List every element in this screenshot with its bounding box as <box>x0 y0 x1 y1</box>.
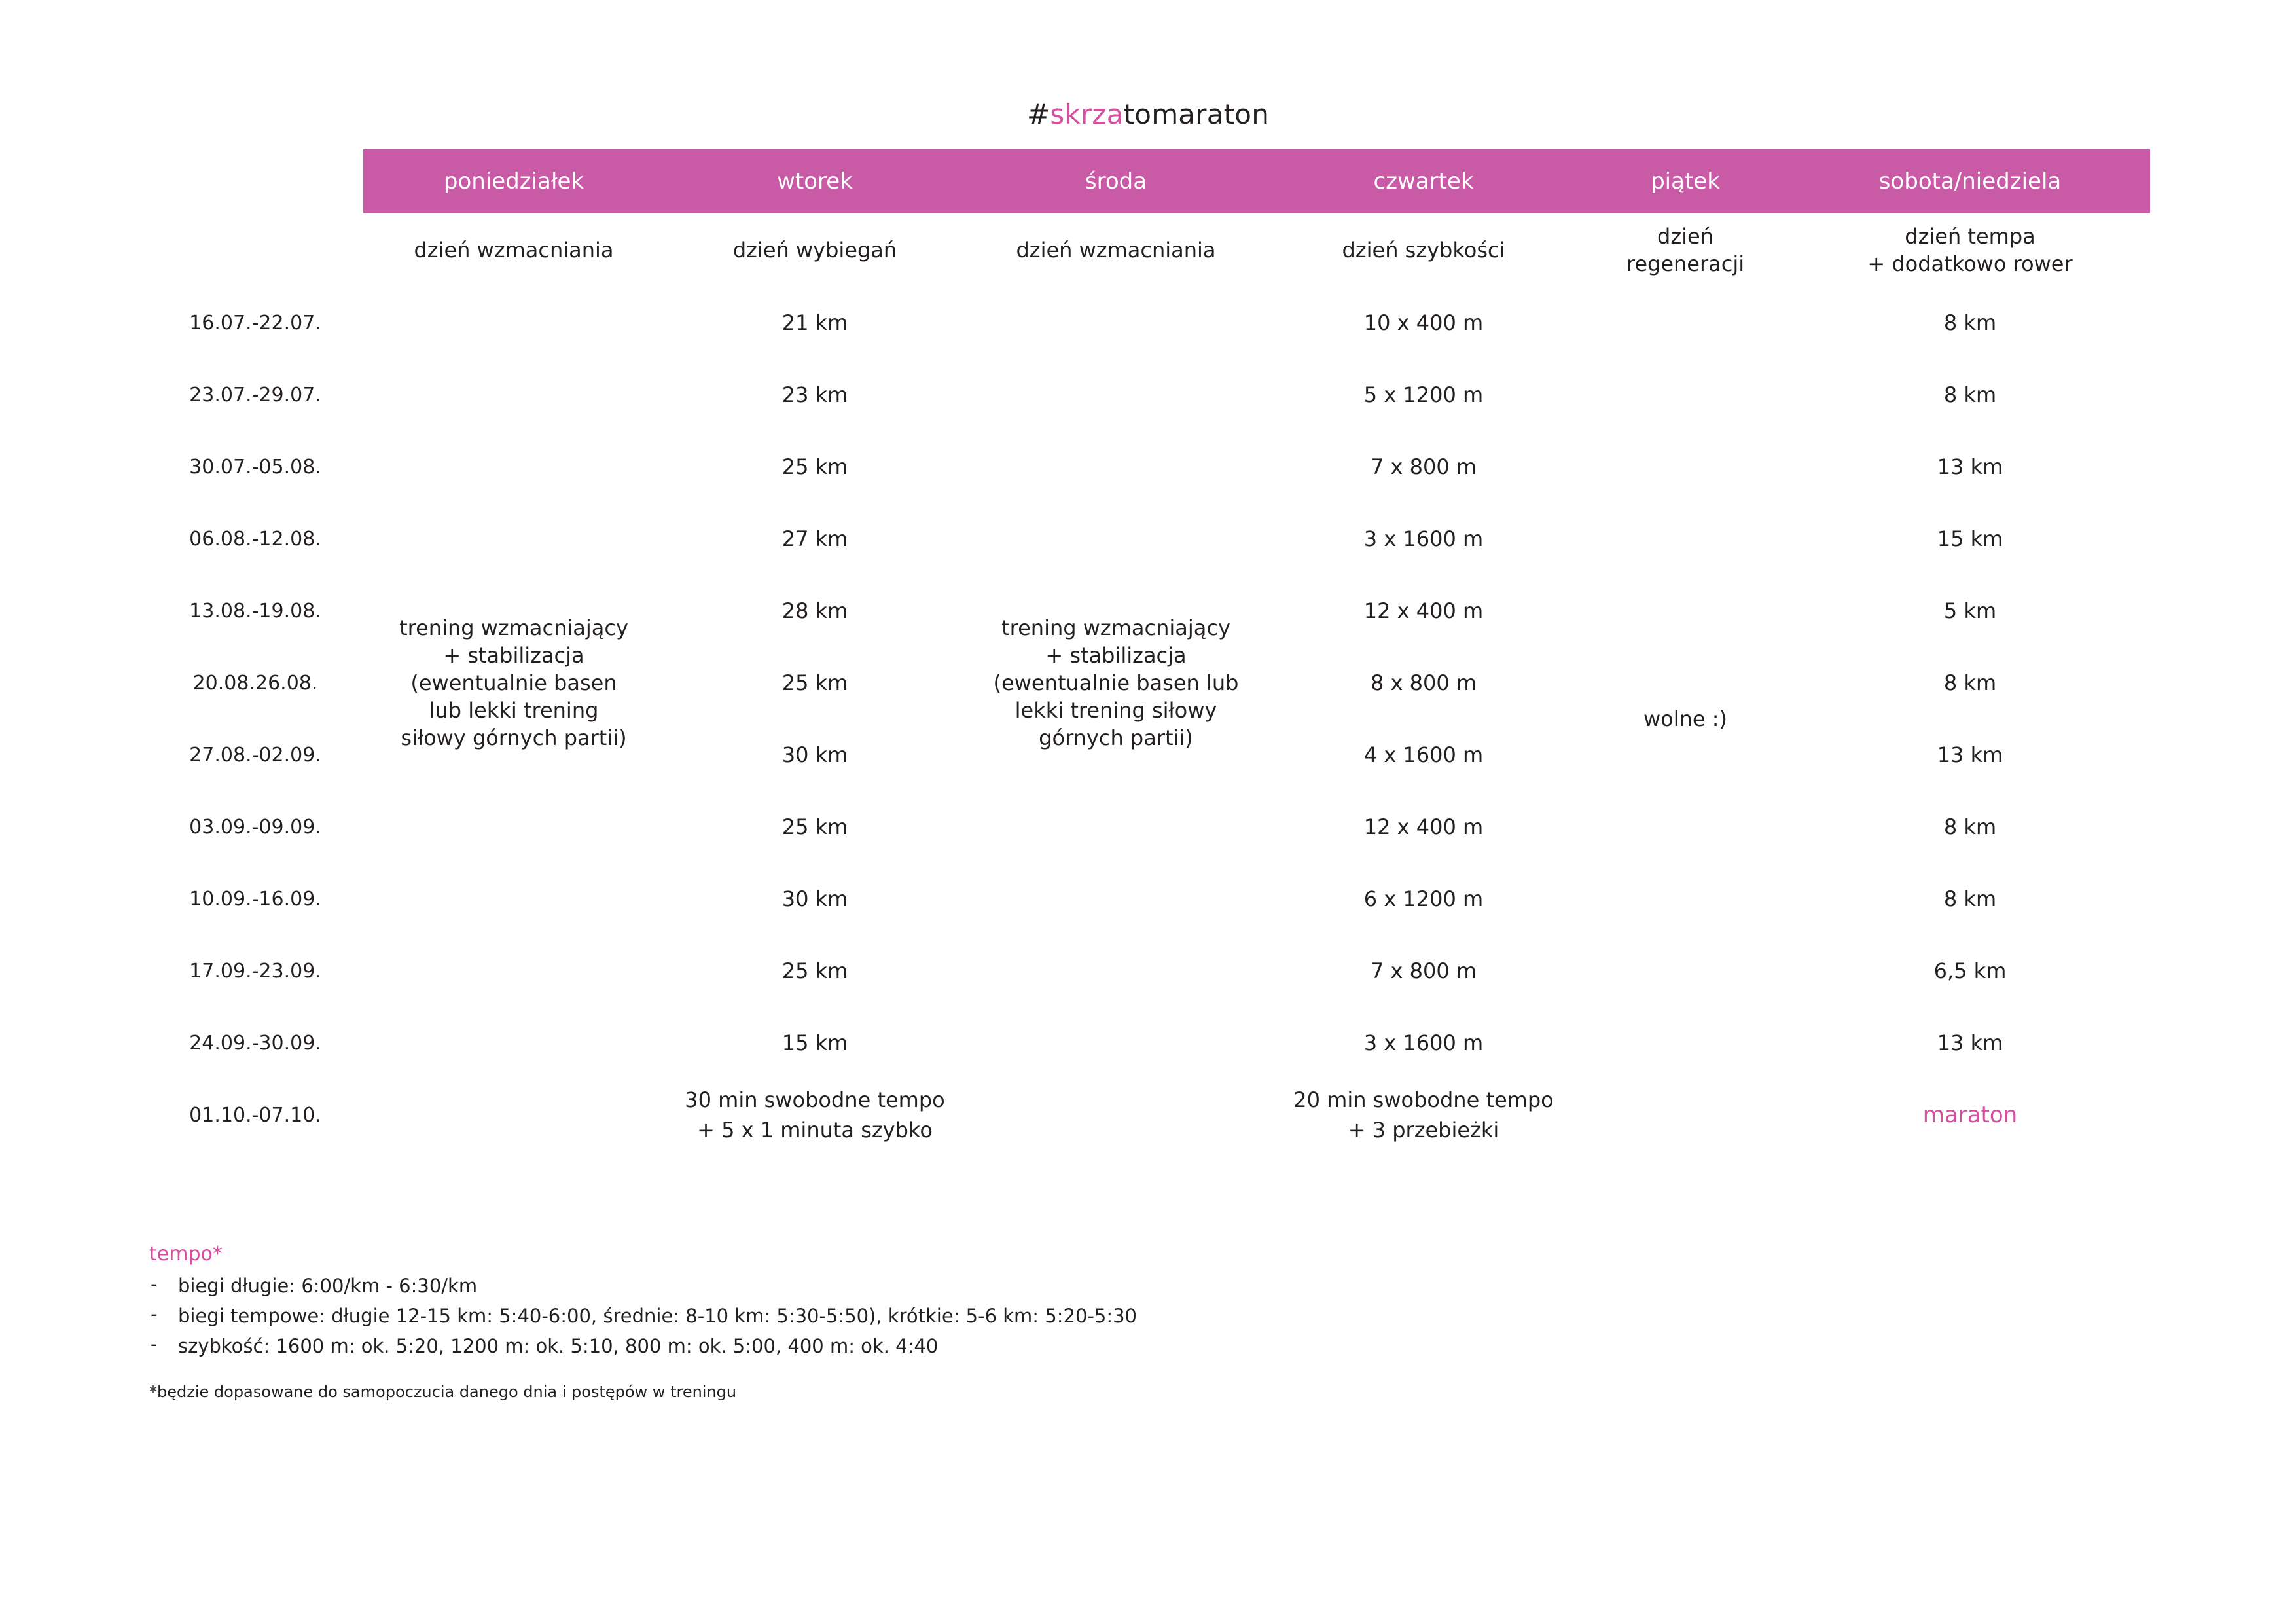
column-header-tuesday: wtorek <box>664 149 965 213</box>
subheader-friday <box>1581 213 1790 287</box>
subheader-friday-line1: dzień <box>1657 224 1713 249</box>
subheader-corner-blank <box>147 213 363 287</box>
title-brand: skrza <box>1050 98 1124 130</box>
wednesday-merged-line1: trening wzmacniający <box>1001 615 1230 640</box>
weekend-cell: 13 km <box>1937 454 2003 479</box>
header-corner-blank <box>147 149 363 213</box>
footnote-text: *będzie dopasowane do samopoczucia danego dnia i postępów w treningu <box>149 1383 737 1401</box>
monday-merged-line1: trening wzmacniający <box>399 615 628 640</box>
tuesday-cell-line2: + 5 x 1 minuta szybko <box>697 1118 933 1142</box>
table-header <box>147 149 2150 287</box>
training-plan-table-wrapper <box>147 149 2150 1151</box>
dash-bullet-icon: - <box>151 1303 158 1325</box>
week-label: 17.09.-23.09. <box>189 959 321 983</box>
thursday-cell: 8 x 800 m <box>1370 670 1477 695</box>
column-header-friday: piątek <box>1581 149 1790 213</box>
weekend-cell: 13 km <box>1937 742 2003 767</box>
subheader-monday: dzień wzmacniania <box>414 238 614 263</box>
tuesday-cell: 30 km <box>781 886 848 911</box>
subheader-tuesday: dzień wybiegań <box>732 238 897 263</box>
subheader-weekend-line2: + dodatkowo rower <box>1867 251 2073 276</box>
tuesday-cell: 25 km <box>781 454 848 479</box>
subheader-thursday: dzień szybkości <box>1342 238 1505 263</box>
week-label: 01.10.-07.10. <box>189 1103 321 1127</box>
friday-merged-cell: wolne :) <box>1643 706 1728 731</box>
weekend-cell: 6,5 km <box>1933 958 2007 983</box>
tuesday-cell: 25 km <box>781 814 848 839</box>
tuesday-cell <box>664 1079 965 1151</box>
monday-merged-line2: + stabilizacja <box>443 643 584 668</box>
tuesday-cell: 23 km <box>781 382 848 407</box>
table-row-race-week <box>147 1079 2150 1151</box>
week-label: 30.07.-05.08. <box>189 455 321 479</box>
monday-merged-cell <box>363 287 664 1079</box>
thursday-cell: 5 x 1200 m <box>1363 382 1484 407</box>
weekend-cell: 8 km <box>1943 382 1997 407</box>
week-label: 23.07.-29.07. <box>189 383 321 407</box>
wednesday-merged-line3: (ewentualnie basen lub <box>993 670 1239 695</box>
thursday-cell: 3 x 1600 m <box>1363 526 1484 551</box>
weekend-cell: 8 km <box>1943 814 1997 839</box>
dash-bullet-icon: - <box>151 1273 158 1295</box>
tempo-notes-list <box>149 1271 1851 1361</box>
title-suffix: tomaraton <box>1123 98 1270 130</box>
thursday-cell: 6 x 1200 m <box>1363 886 1484 911</box>
list-item <box>149 1271 1851 1301</box>
week-label: 16.07.-22.07. <box>189 311 321 335</box>
title-hash: # <box>1026 98 1050 130</box>
tuesday-cell: 28 km <box>781 598 848 623</box>
tuesday-cell: 15 km <box>781 1030 848 1055</box>
weekend-cell: 8 km <box>1943 310 1997 335</box>
subheader-friday-line2: regeneracji <box>1626 251 1745 276</box>
thursday-cell: 7 x 800 m <box>1370 958 1477 983</box>
thursday-cell: 3 x 1600 m <box>1363 1030 1484 1055</box>
column-header-wednesday: środa <box>965 149 1266 213</box>
weekend-cell: 5 km <box>1943 598 1997 623</box>
tempo-notes <box>149 1243 1851 1361</box>
list-item-text: biegi tempowe: długie 12-15 km: 5:40-6:00, średnie: 8-10 km: 5:30-5:50), krótkie: 5-6 km: 5:20-5:30 <box>178 1305 1138 1327</box>
monday-merged-line4: lub lekki trening <box>429 698 599 723</box>
weekend-cell: 15 km <box>1937 526 2003 551</box>
weekend-cell: 8 km <box>1943 670 1997 695</box>
list-item-text: szybkość: 1600 m: ok. 5:20, 1200 m: ok. 5:10, 800 m: ok. 5:00, 400 m: ok. 4:40 <box>178 1335 939 1357</box>
header-row <box>147 149 2150 213</box>
table-row <box>147 287 2150 359</box>
weekend-cell: 8 km <box>1943 886 1997 911</box>
monday-cell-empty <box>363 1079 664 1151</box>
subheader-weekend <box>1790 213 2150 287</box>
tuesday-cell-line1: 30 min swobodne tempo <box>685 1087 945 1112</box>
list-item-text: biegi długie: 6:00/km - 6:30/km <box>178 1275 478 1297</box>
thursday-cell: 7 x 800 m <box>1370 454 1477 479</box>
training-plan-table <box>147 149 2150 1151</box>
thursday-cell: 4 x 1600 m <box>1363 742 1484 767</box>
column-header-thursday: czwartek <box>1266 149 1581 213</box>
week-label: 24.09.-30.09. <box>189 1031 321 1055</box>
wednesday-cell-empty <box>965 1079 1266 1151</box>
wednesday-merged-line5: górnych partii) <box>1039 725 1193 750</box>
week-label: 27.08.-02.09. <box>189 743 321 767</box>
tempo-notes-title: tempo* <box>149 1243 223 1266</box>
subheader-wednesday: dzień wzmacniania <box>1016 238 1216 263</box>
page-title <box>0 98 2296 130</box>
column-header-monday: poniedziałek <box>363 149 664 213</box>
week-label: 13.08.-19.08. <box>189 599 321 623</box>
dash-bullet-icon: - <box>151 1333 158 1355</box>
weekend-cell-race: maraton <box>1922 1102 2018 1128</box>
tuesday-cell: 27 km <box>781 526 848 551</box>
thursday-cell: 12 x 400 m <box>1363 598 1484 623</box>
wednesday-merged-cell <box>965 287 1266 1079</box>
tuesday-cell: 25 km <box>781 670 848 695</box>
tuesday-cell: 25 km <box>781 958 848 983</box>
week-label: 20.08.26.08. <box>192 671 318 695</box>
thursday-cell: 10 x 400 m <box>1363 310 1484 335</box>
thursday-cell <box>1266 1079 1581 1151</box>
list-item <box>149 1331 1851 1361</box>
monday-merged-line5: siłowy górnych partii) <box>401 725 627 750</box>
thursday-cell: 12 x 400 m <box>1363 814 1484 839</box>
week-label: 10.09.-16.09. <box>189 887 321 911</box>
thursday-cell-line2: + 3 przebieżki <box>1348 1118 1499 1142</box>
thursday-cell-line1: 20 min swobodne tempo <box>1293 1087 1554 1112</box>
table-body <box>147 287 2150 1151</box>
list-item <box>149 1301 1851 1331</box>
week-label: 03.09.-09.09. <box>189 815 321 839</box>
subheader-weekend-line1: dzień tempa <box>1905 224 2036 249</box>
week-label: 06.08.-12.08. <box>189 527 321 551</box>
tuesday-cell: 30 km <box>781 742 848 767</box>
monday-merged-line3: (ewentualnie basen <box>410 670 617 695</box>
subheader-row <box>147 213 2150 287</box>
tuesday-cell: 21 km <box>781 310 848 335</box>
column-header-weekend: sobota/niedziela <box>1790 149 2150 213</box>
wednesday-merged-line2: + stabilizacja <box>1045 643 1187 668</box>
weekend-cell: 13 km <box>1937 1030 2003 1055</box>
wednesday-merged-line4: lekki trening siłowy <box>1014 698 1217 723</box>
